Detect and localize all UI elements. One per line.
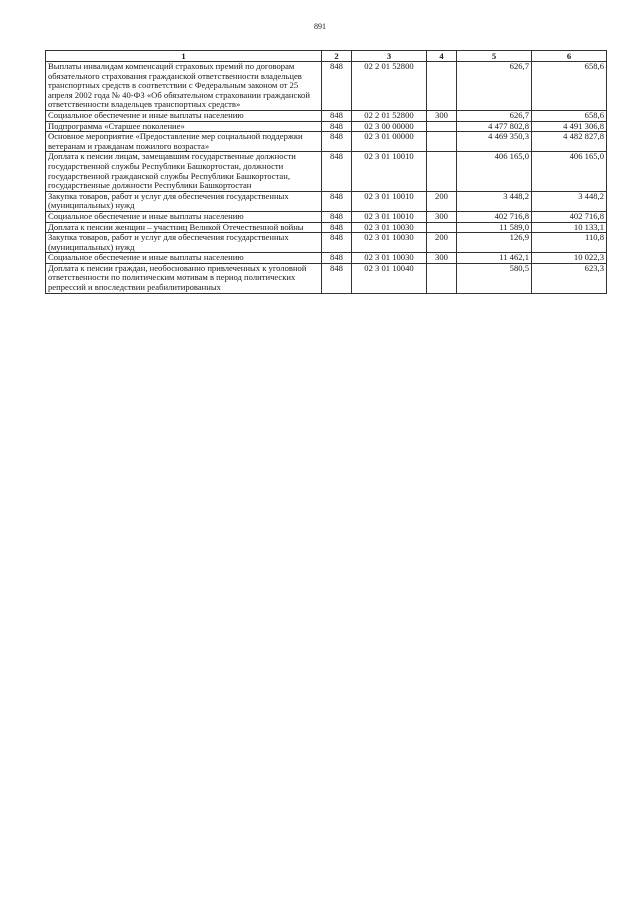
table-header — [46, 51, 607, 62]
cell-ministry-code: 848 — [322, 152, 352, 191]
cell-name: Закупка товаров, работ и услуг для обеспечения государственных (муниципальных) нужд — [46, 233, 322, 253]
cell-amount-1: 626,7 — [457, 110, 532, 121]
cell-target-code: 02 2 01 52800 — [352, 62, 427, 111]
cell-amount-1: 126,9 — [457, 233, 532, 253]
cell-amount-1: 11 589,0 — [457, 222, 532, 233]
budget-table — [45, 50, 607, 294]
cell-ministry-code: 848 — [322, 253, 352, 264]
cell-name: Социальное обеспечение и иные выплаты населению — [46, 253, 322, 264]
cell-target-code: 02 3 01 10030 — [352, 233, 427, 253]
table-row — [46, 211, 607, 222]
cell-ministry-code: 848 — [322, 191, 352, 211]
table-row — [46, 222, 607, 233]
table-body — [46, 62, 607, 294]
header-col-1: 1 — [46, 51, 322, 62]
cell-expense-type — [427, 263, 457, 293]
table-row — [46, 152, 607, 191]
cell-amount-1: 402 716,8 — [457, 211, 532, 222]
cell-amount-1: 11 462,1 — [457, 253, 532, 264]
cell-ministry-code: 848 — [322, 62, 352, 111]
cell-amount-1: 580,5 — [457, 263, 532, 293]
table-row — [46, 191, 607, 211]
cell-name: Доплата к пенсии женщин – участниц Великой Отечественной войны — [46, 222, 322, 233]
header-col-6: 6 — [532, 51, 607, 62]
cell-target-code: 02 3 01 10010 — [352, 152, 427, 191]
page-number: 891 — [314, 22, 326, 31]
cell-expense-type: 200 — [427, 191, 457, 211]
cell-target-code: 02 3 01 00000 — [352, 132, 427, 152]
cell-name: Социальное обеспечение и иные выплаты населению — [46, 110, 322, 121]
table-row — [46, 62, 607, 111]
header-col-2: 2 — [322, 51, 352, 62]
table-row — [46, 110, 607, 121]
table-row — [46, 132, 607, 152]
cell-name: Выплаты инвалидам компенсаций страховых премий по договорам обязательного страхования гражданской ответственности владельцев транспортных средств в соответствии с Федеральным законом от 25 апреля 2002 года № 40-ФЗ «Об обязательном страховании гражданской ответственности владельцев транспортных средств» — [46, 62, 322, 111]
header-col-4: 4 — [427, 51, 457, 62]
header-col-5: 5 — [457, 51, 532, 62]
cell-expense-type: 300 — [427, 110, 457, 121]
cell-expense-type — [427, 222, 457, 233]
cell-amount-2: 4 482 827,8 — [532, 132, 607, 152]
cell-target-code: 02 3 01 10040 — [352, 263, 427, 293]
cell-ministry-code: 848 — [322, 110, 352, 121]
cell-amount-2: 110,8 — [532, 233, 607, 253]
table-row — [46, 263, 607, 293]
cell-name: Доплата к пенсии граждан, необоснованно привлеченных к уголовной ответственности по политическим мотивам в период политических репрессий и впоследствии реабилитированных — [46, 263, 322, 293]
cell-amount-1: 4 469 350,3 — [457, 132, 532, 152]
cell-name: Социальное обеспечение и иные выплаты населению — [46, 211, 322, 222]
cell-amount-2: 10 022,3 — [532, 253, 607, 264]
cell-target-code: 02 3 00 00000 — [352, 121, 427, 132]
cell-ministry-code: 848 — [322, 121, 352, 132]
cell-expense-type — [427, 121, 457, 132]
cell-amount-1: 626,7 — [457, 62, 532, 111]
cell-target-code: 02 2 01 52800 — [352, 110, 427, 121]
cell-expense-type: 200 — [427, 233, 457, 253]
cell-expense-type: 300 — [427, 253, 457, 264]
cell-name: Подпрограмма «Старшее поколение» — [46, 121, 322, 132]
cell-expense-type — [427, 152, 457, 191]
cell-expense-type — [427, 62, 457, 111]
cell-amount-2: 406 165,0 — [532, 152, 607, 191]
cell-amount-1: 4 477 802,8 — [457, 121, 532, 132]
cell-amount-1: 3 448,2 — [457, 191, 532, 211]
cell-name: Доплата к пенсии лицам, замещавшим государственные должности государственной службы Республики Башкортостан, должности государственной гражданской службы Республики Башкортостан, государственные должности Республики Башкортостан — [46, 152, 322, 191]
cell-ministry-code: 848 — [322, 263, 352, 293]
cell-amount-2: 658,6 — [532, 110, 607, 121]
cell-amount-2: 402 716,8 — [532, 211, 607, 222]
table-row — [46, 121, 607, 132]
cell-ministry-code: 848 — [322, 233, 352, 253]
cell-ministry-code: 848 — [322, 211, 352, 222]
cell-expense-type — [427, 132, 457, 152]
cell-amount-1: 406 165,0 — [457, 152, 532, 191]
cell-target-code: 02 3 01 10010 — [352, 191, 427, 211]
cell-ministry-code: 848 — [322, 132, 352, 152]
cell-target-code: 02 3 01 10030 — [352, 222, 427, 233]
cell-amount-2: 10 133,1 — [532, 222, 607, 233]
table-row — [46, 233, 607, 253]
header-row — [46, 51, 607, 62]
cell-ministry-code: 848 — [322, 222, 352, 233]
cell-amount-2: 4 491 306,8 — [532, 121, 607, 132]
cell-expense-type: 300 — [427, 211, 457, 222]
cell-amount-2: 3 448,2 — [532, 191, 607, 211]
cell-target-code: 02 3 01 10030 — [352, 253, 427, 264]
table-row — [46, 253, 607, 264]
cell-name: Закупка товаров, работ и услуг для обеспечения государственных (муниципальных) нужд — [46, 191, 322, 211]
cell-target-code: 02 3 01 10010 — [352, 211, 427, 222]
header-col-3: 3 — [352, 51, 427, 62]
cell-amount-2: 658,6 — [532, 62, 607, 111]
cell-amount-2: 623,3 — [532, 263, 607, 293]
cell-name: Основное мероприятие «Предоставление мер социальной поддержки ветеранам и гражданам пожилого возраста» — [46, 132, 322, 152]
